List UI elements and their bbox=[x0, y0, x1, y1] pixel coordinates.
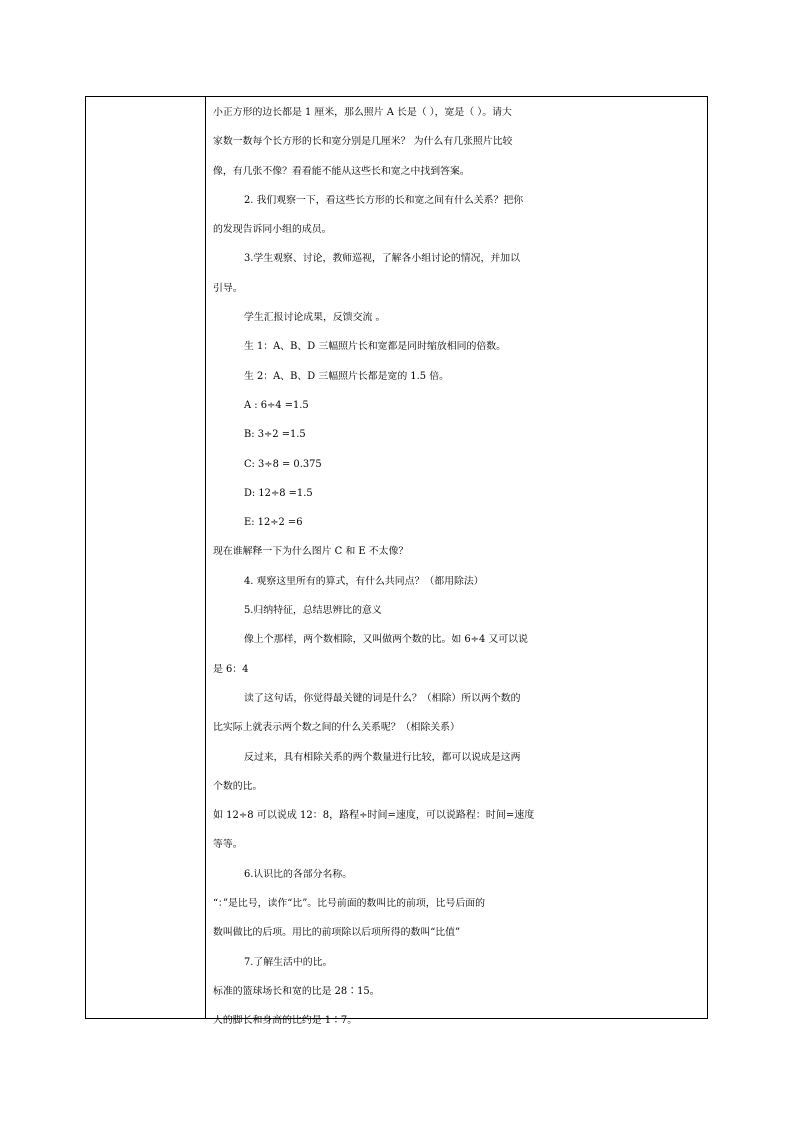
text-line: 是 6：4 bbox=[213, 663, 249, 675]
text-line: 比实际上就表示两个数之间的什么关系呢？（相除关系） bbox=[213, 722, 460, 734]
formula-line: C: 3÷8 = 0.375 bbox=[244, 458, 322, 470]
formula-line: A : 6÷4 =1.5 bbox=[244, 399, 309, 411]
text-line: 7.了解生活中的比。 bbox=[244, 956, 333, 968]
text-line: 的发现告诉同小组的成员。 bbox=[213, 224, 332, 236]
lesson-table bbox=[85, 96, 708, 1027]
text-line: 小正方形的边长都是 1 厘米，那么照片 A 长是（ ），宽是（ ）。请大 bbox=[213, 107, 512, 118]
text-line: 4. 观察这里所有的算式，有什么共同点？（都用除法） bbox=[244, 575, 484, 587]
text-line: 个数的比。 bbox=[213, 780, 263, 792]
formula-line: D: 12÷8 =1.5 bbox=[244, 487, 313, 499]
formula-line: E: 12÷2 =6 bbox=[244, 517, 303, 529]
text-line: 像上个那样，两个数相除，又叫做两个数的比。如 6÷4 又可以说 bbox=[244, 634, 528, 646]
text-line: 3.学生观察、讨论，教师巡视，了解各小组讨论的情况，并加以 bbox=[244, 253, 521, 265]
text-line: 如 12÷8 可以说成 12：8，路程÷时间=速度，可以说路程：时间=速度 bbox=[213, 810, 535, 822]
text-line: 生 1：A、B、D 三幅照片长和宽都是同时缩放相同的倍数。 bbox=[244, 341, 506, 353]
text-line: 引导。 bbox=[213, 282, 243, 294]
text-line: 读了这句话，你觉得最关键的词是什么？（相除）所以两个数的 bbox=[244, 692, 521, 704]
text-line: 现在谁解释一下为什么图片 C 和 E 不太像？ bbox=[213, 546, 409, 558]
text-line: 5.归纳特征，总结思辨比的意义 bbox=[244, 605, 382, 617]
text-line: 等等。 bbox=[213, 839, 243, 851]
text-line: “：”是比号，读作“比”。比号前面的数叫比的前项，比号后面的 bbox=[213, 898, 486, 910]
text-line: 反过来，具有相除关系的两个数量进行比较，都可以说成是这两 bbox=[244, 751, 521, 763]
text-line: 学生汇报讨论成果，反馈交流 。 bbox=[244, 312, 386, 324]
text-line: 6.认识比的各部分名称。 bbox=[244, 868, 353, 880]
column-divider bbox=[205, 97, 206, 1018]
text-line: 家数一数每个长方形的长和宽分别是几厘米？ 为什么有几张照片比较 bbox=[213, 136, 513, 148]
text-line: 像，有几张不像？看看能不能从这些长和宽之中找到答案。 bbox=[213, 165, 470, 177]
text-line: 数叫做比的后项。用比的前项除以后项所得的数叫“比值” bbox=[213, 927, 461, 939]
formula-line: B: 3÷2 =1.5 bbox=[244, 429, 306, 441]
text-line: 标准的篮球场长和宽的比是 28∶15。 bbox=[213, 985, 380, 997]
text-line: 生 2：A、B、D 三幅照片长都是宽的 1.5 倍。 bbox=[244, 370, 449, 382]
text-line: 人的脚长和身高的比约是 1∶7。 bbox=[213, 1015, 358, 1027]
text-line: 2. 我们观察一下，看这些长方形的长和宽之间有什么关系？把你 bbox=[244, 194, 524, 206]
lesson-content bbox=[213, 98, 705, 1036]
